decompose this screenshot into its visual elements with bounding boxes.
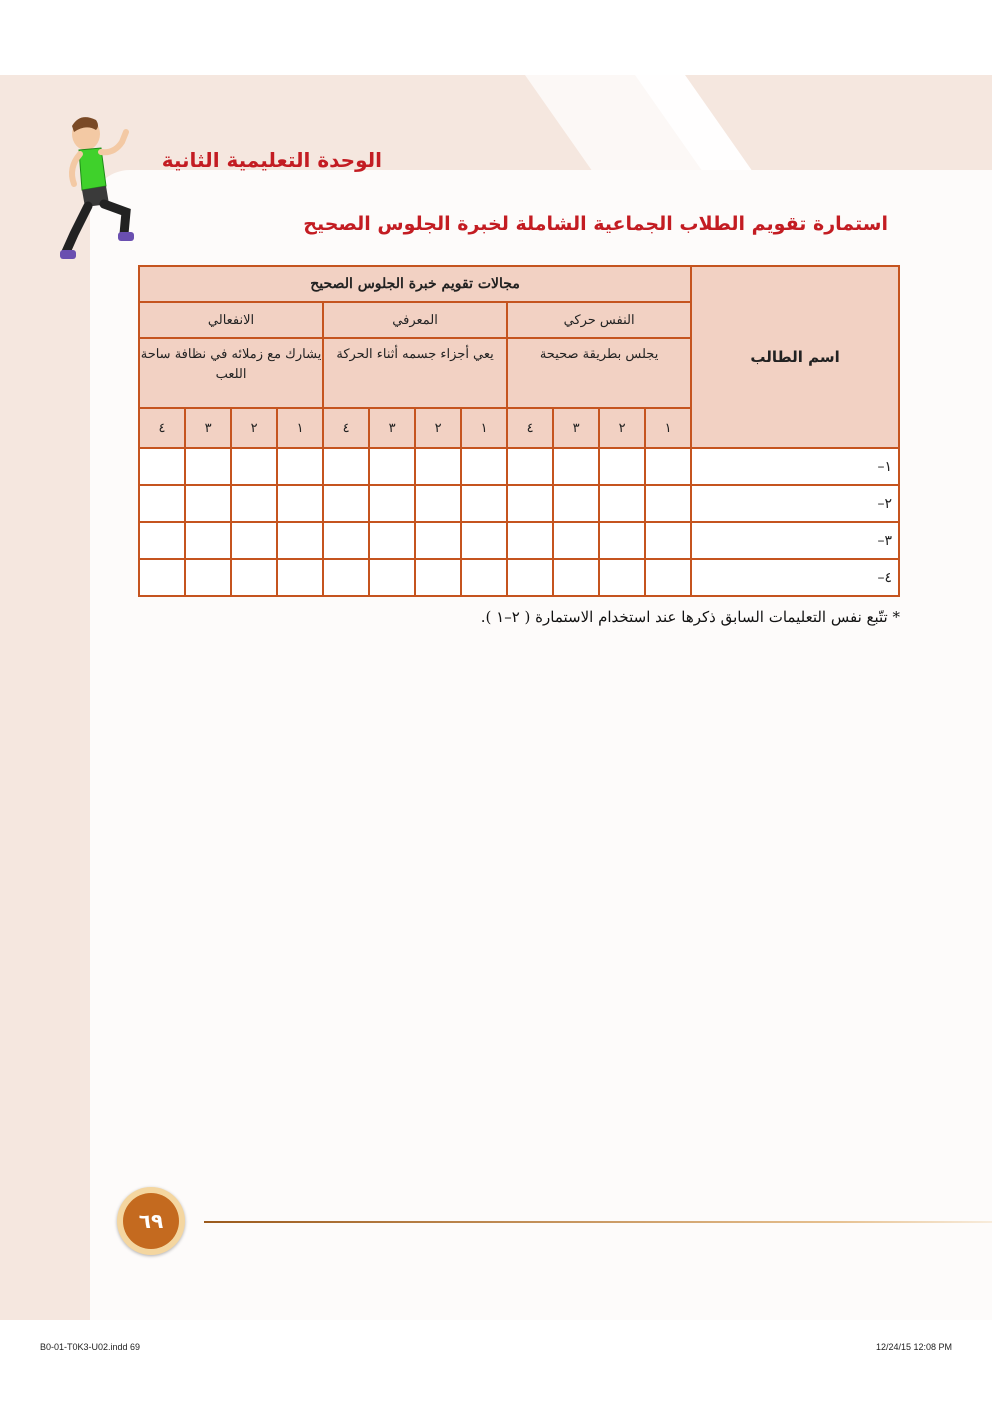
behavior-affective: يشارك مع زملائه في نظافة ساحة اللعب — [139, 338, 323, 408]
score-cell[interactable] — [185, 522, 231, 559]
score-header: ١ — [645, 408, 691, 448]
domain-affective: الانفعالي — [139, 302, 323, 338]
score-cell[interactable] — [645, 522, 691, 559]
score-cell[interactable] — [323, 448, 369, 485]
score-header: ٢ — [415, 408, 461, 448]
score-cell[interactable] — [553, 522, 599, 559]
score-cell[interactable] — [415, 559, 461, 596]
score-cell[interactable] — [139, 559, 185, 596]
score-cell[interactable] — [139, 522, 185, 559]
score-header: ١ — [461, 408, 507, 448]
score-cell[interactable] — [323, 559, 369, 596]
score-cell[interactable] — [461, 559, 507, 596]
score-cell[interactable] — [369, 485, 415, 522]
behavior-cognitive: يعي أجزاء جسمه أثناء الحركة — [323, 338, 507, 408]
score-cell[interactable] — [323, 522, 369, 559]
score-cell[interactable] — [645, 448, 691, 485]
score-cell[interactable] — [277, 559, 323, 596]
instruction-note: * تتّبع نفس التعليمات السابق ذكرها عند استخدام الاستمارة ( ٢–١ ). — [480, 608, 900, 626]
table-row — [139, 448, 899, 485]
score-cell[interactable] — [599, 448, 645, 485]
table-row — [139, 522, 899, 559]
runner-illustration — [52, 112, 152, 274]
score-cell[interactable] — [599, 559, 645, 596]
score-cell[interactable] — [231, 522, 277, 559]
score-header: ٢ — [599, 408, 645, 448]
score-cell[interactable] — [185, 559, 231, 596]
score-cell[interactable] — [461, 522, 507, 559]
score-cell[interactable] — [553, 485, 599, 522]
score-header: ٣ — [369, 408, 415, 448]
evaluation-table — [138, 265, 900, 597]
score-cell[interactable] — [415, 522, 461, 559]
score-cell[interactable] — [277, 448, 323, 485]
page-number: ٦٩ — [123, 1193, 179, 1249]
domain-cognitive: المعرفي — [323, 302, 507, 338]
page-number-badge — [117, 1187, 185, 1255]
score-cell[interactable] — [507, 448, 553, 485]
score-cell[interactable] — [369, 448, 415, 485]
domain-psychomotor: النفس حركي — [507, 302, 691, 338]
score-cell[interactable] — [185, 485, 231, 522]
score-cell[interactable] — [507, 522, 553, 559]
score-cell[interactable] — [461, 485, 507, 522]
score-header: ٣ — [553, 408, 599, 448]
table-row — [139, 559, 899, 596]
score-cell[interactable] — [369, 559, 415, 596]
footer-divider — [204, 1221, 992, 1223]
score-cell[interactable] — [231, 485, 277, 522]
score-cell[interactable] — [231, 559, 277, 596]
score-cell[interactable] — [553, 559, 599, 596]
form-title: استمارة تقويم الطلاب الجماعية الشاملة لخبرة الجلوس الصحيح — [303, 213, 888, 235]
score-header: ٣ — [185, 408, 231, 448]
score-cell[interactable] — [231, 448, 277, 485]
score-cell[interactable] — [323, 485, 369, 522]
print-timestamp: 12/24/15 12:08 PM — [875, 1342, 952, 1352]
student-row-label: ٣– — [691, 522, 899, 559]
score-cell[interactable] — [645, 485, 691, 522]
behavior-psychomotor: يجلس بطريقة صحيحة — [507, 338, 691, 408]
table-row — [139, 485, 899, 522]
score-cell[interactable] — [599, 522, 645, 559]
score-cell[interactable] — [645, 559, 691, 596]
score-header: ١ — [277, 408, 323, 448]
score-cell[interactable] — [277, 485, 323, 522]
score-cell[interactable] — [415, 485, 461, 522]
score-cell[interactable] — [553, 448, 599, 485]
score-cell[interactable] — [507, 559, 553, 596]
score-header: ٤ — [507, 408, 553, 448]
student-row-label: ٤– — [691, 559, 899, 596]
score-header: ٢ — [231, 408, 277, 448]
score-cell[interactable] — [277, 522, 323, 559]
score-cell[interactable] — [139, 485, 185, 522]
score-cell[interactable] — [461, 448, 507, 485]
score-cell[interactable] — [139, 448, 185, 485]
score-cell[interactable] — [185, 448, 231, 485]
domains-header: مجالات تقويم خبرة الجلوس الصحيح — [139, 266, 691, 302]
student-name-header: اسم الطالب — [691, 266, 899, 448]
score-cell[interactable] — [507, 485, 553, 522]
score-header: ٤ — [139, 408, 185, 448]
score-cell[interactable] — [599, 485, 645, 522]
student-row-label: ٢– — [691, 485, 899, 522]
print-file-info: B0-01-T0K3-U02.indd 69 — [40, 1342, 141, 1352]
unit-title: الوحدة التعليمية الثانية — [161, 148, 382, 172]
score-cell[interactable] — [369, 522, 415, 559]
student-row-label: ١– — [691, 448, 899, 485]
score-header: ٤ — [323, 408, 369, 448]
score-cell[interactable] — [415, 448, 461, 485]
